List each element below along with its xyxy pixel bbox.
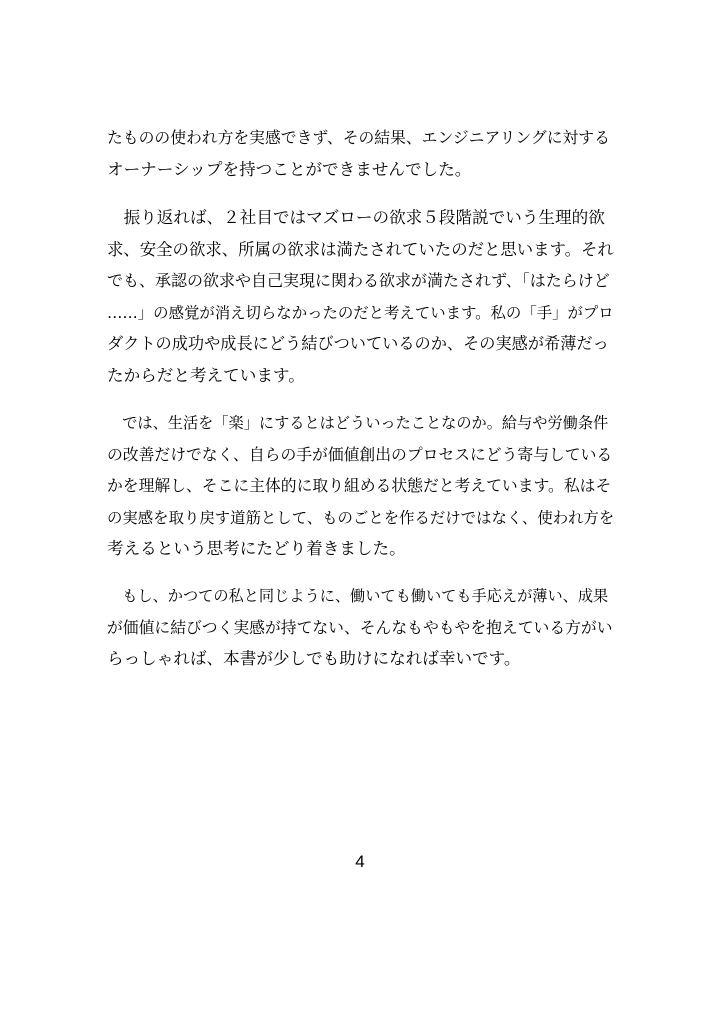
paragraph-3-line-1: では、生活を「楽」にするとはどういったことなのか。給与や労働条件: [107, 414, 609, 432]
paragraph-2-line-6: たからだと考えています。: [107, 366, 305, 385]
paragraph-1-line-1: たものの使われ方を実感できず、その結果、エンジニアリングに対する: [107, 128, 610, 147]
paragraph-2-line-5: ダクトの成功や成長にどう結びついているのか、その実感が希薄だっ: [107, 334, 609, 353]
paragraph-1-line-2: オーナーシップを持つことができませんでした。: [107, 160, 472, 179]
paragraph-4-line-3: らっしゃれば、本書が少しでも助けになれば幸いです。: [107, 649, 521, 668]
paragraph-3-line-3: かを理解し、そこに主体的に取り組める状態だと考えています。私はそ: [107, 476, 612, 495]
paragraph-3-line-5: 考えるという思考にたどり着きました。: [107, 539, 406, 558]
paragraph-2-line-4: ……」の感覚が消え切らなかったのだと考えています。私の「手」がプロ: [107, 304, 614, 322]
paragraph-2-line-3: でも、承認の欲求や自己実現に関わる欲求が満たされず、「はたらけど: [107, 271, 610, 290]
paragraph-4-line-1: もし、かつての私と同じように、働いても働いても手応えが薄い、成果: [107, 587, 609, 605]
paragraph-4-line-2: が価値に結びつく実感が持てない、そんなもやもやを抱えている方がい: [107, 618, 613, 637]
paragraph-3-line-4: の実感を取り戻す道筋として、ものごとを作るだけではなく、使われ方を: [107, 509, 615, 527]
paragraph-3-line-2: の改善だけでなく、自らの手が価値創出のプロセスにどう寄与している: [107, 445, 613, 464]
page-number: 4: [355, 852, 365, 871]
paragraph-2-line-1: 振り返れば、２社目ではマズローの欲求５段階説でいう生理的欲: [107, 208, 605, 227]
paragraph-2-line-2: 求、安全の欲求、所属の欲求は満たされていたのだと思います。それ: [107, 240, 614, 259]
